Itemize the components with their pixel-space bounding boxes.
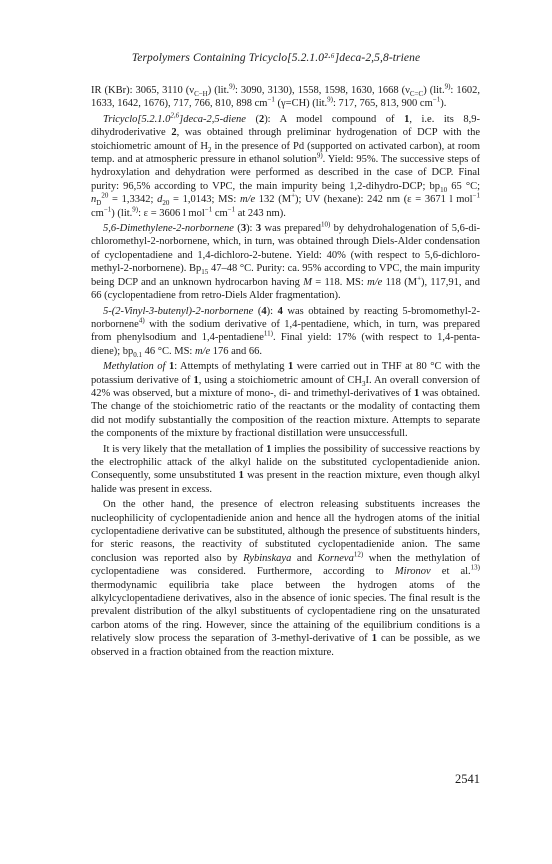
text-run: , i.e. its 8,9-dihydroderivative [91, 113, 480, 139]
subscript: 15 [201, 268, 209, 277]
text-run: 47–48 °C. Purity: ca. 95% according to VPC, the main impurity being DCP and an unknown hydrocarbon having [91, 263, 480, 288]
text-run: Korneva [317, 552, 354, 564]
superscript: −1 [103, 205, 112, 214]
text-run: On the other hand, the presence of electron releasing substituents increases the nucleophilicity of cyclopentadienide anion and hence all the hydrogen atoms of the initial cyclopentadiene derivative can be substituted, although the presence of substituents hinders, for steric reasons, the reactivity of substituted cyclopentadienide anion. The same conclusion was reported also by [91, 499, 480, 564]
text-run: 3 [255, 223, 262, 235]
text-run: Rybinskaya [243, 552, 292, 564]
text-run: 2 [258, 113, 265, 125]
superscript: 10) [320, 220, 331, 229]
text-run: 1 [266, 443, 272, 455]
text-run: with the sodium derivative of 1,4-pentadiene, which, in turn, was prepared from phenylsodium and 1,4-pentadiene [91, 318, 480, 344]
text-run: cm [212, 207, 228, 219]
text-run: 5,6-Dimethylene-2-norbornene [103, 223, 234, 235]
page-number: 2541 [455, 772, 480, 786]
text-run: ( [245, 113, 259, 125]
subscript: 0.1 [133, 350, 143, 359]
subscript: D [96, 199, 102, 208]
superscript: −1 [267, 95, 275, 104]
subscript: 10 [440, 185, 448, 194]
text-run: 3 [240, 223, 247, 235]
text-run: was prepared [261, 223, 321, 235]
text-run: = 1,0143; MS: [169, 194, 240, 206]
text-run: IR (KBr): 3065, 3110 (ν [91, 85, 195, 96]
text-run: 1 [193, 374, 199, 386]
paragraph-tricyclodecadiene [91, 113, 480, 220]
text-run: 5-(2-Vinyl-3-butenyl)-2-norbornene [103, 305, 254, 317]
text-run: 1 [371, 633, 377, 645]
text-run: (γ=CH) (lit. [274, 98, 328, 110]
superscript: 9) [444, 82, 451, 91]
superscript: 9) [316, 151, 323, 160]
superscript: 11) [263, 329, 273, 338]
subscript: 20 [162, 199, 170, 208]
text-run: ): [266, 305, 278, 317]
superscript: −1 [204, 205, 213, 214]
text-run: 4 [261, 305, 267, 317]
subscript: C−H [194, 90, 208, 99]
article-body [91, 84, 480, 661]
superscript: −1 [472, 191, 480, 200]
text-run: was obtained by reacting 5-bromomethyl-2-norbornene [91, 305, 480, 330]
superscript: 2,6 [170, 111, 180, 120]
text-run: 1 [238, 470, 244, 482]
text-run: ]deca-2,5-diene [179, 113, 246, 125]
text-run: 4 [277, 305, 283, 317]
text-run: were carried out in THF at 80 °C with the potassium derivative of [91, 361, 480, 386]
text-run: implies the possibility of successive reactions by the electrophilic attack of the alkyl halide on the substituted cyclopentadienide anion. Consequently, some unsubstituted [91, 443, 481, 482]
superscript: 20 [101, 191, 109, 200]
text-run: ); UV (hexane): 242 nm (ε = 3671 l mol [295, 194, 473, 206]
superscript: 9) [229, 82, 235, 91]
superscript: −1 [432, 95, 441, 104]
paragraph-ir-spectrum [91, 84, 480, 111]
text-run: , was obtained through preliminar hydrogenation of DCP with the stoichiometric amount of H [91, 127, 480, 152]
superscript: 12) [353, 550, 364, 559]
text-run: : 3090, 3130), 1558, 1598, 1630, 1668 (ν [234, 85, 410, 96]
text-run: ( [253, 305, 262, 317]
paragraph-vinylbutenyl-norbornene [91, 305, 480, 359]
text-run: M [303, 276, 312, 288]
subscript: C=C [409, 90, 424, 99]
text-run: I. An overall conversion of 42% was observed, but a mixture of mono-, di- and trimethyl-derivatives of [91, 374, 480, 399]
superscript: 13) [470, 563, 481, 572]
text-run: thermodynamic equilibria take place between the hydrogen atoms of the alkylcyclopentadiene derivatives, also in the absence of ionic species. The final result is the prevalent distribution of the alkyl substituents of cyclopentadiene ring on the unsaturated carbon atoms of the ring. However, since the attaining of the equilibrium conditions is a relatively slow process the separation of 3-methyl-derivative of [91, 579, 480, 645]
text-run: cm [91, 207, 104, 219]
text-run: , using a stoichiometric amount of CH [198, 374, 362, 386]
text-run: : ε = 3606 l mol [138, 207, 205, 219]
text-run: by dehydrohalogenation of 5,6-di-chloromethyl-2-norbornene, which, in turn, was obtained through Diels-Alder condensation of cyclopentadiene and 1,4-dichloro-2-butene. Yield: 40% (with respect to 5,6-dichloro-methyl-2-norbornene). Bp [91, 223, 481, 275]
superscript: + [291, 191, 296, 200]
text-run: ) (lit. [207, 85, 230, 96]
text-run: 1 [168, 361, 175, 373]
superscript: −1 [227, 205, 236, 214]
text-run: 118 (M [382, 276, 418, 288]
subscript: 3 [361, 379, 366, 388]
text-run: It is very likely that the metallation of [103, 443, 267, 455]
text-run: m/e [367, 276, 383, 288]
running-head: Terpolymers Containing Tricyclo[5.2.1.0²·⁶]deca-2,5,8-triene [131, 52, 421, 64]
text-run: 65 °C; [447, 180, 480, 192]
text-run: Tricyclo[5.2.1.0 [103, 113, 171, 125]
text-run: in the presence of Pd (supported on activated carbon), at room temp. and at atmospheric pressure in ethanol solution [91, 140, 480, 166]
text-run: 1 [404, 113, 410, 125]
text-run: ): A model compound of [264, 113, 405, 125]
paragraph-methylation [91, 360, 480, 440]
text-run: 46 °C. MS: [142, 345, 195, 357]
text-run: ): [246, 223, 256, 235]
text-run: ) (lit. [423, 85, 445, 96]
superscript: 9) [327, 95, 334, 104]
text-run: ( [233, 223, 241, 235]
paragraph-substituent-effects [91, 498, 480, 659]
text-run: : 1602, 1633, 1642, 1676), 717, 766, 810, 898 cm [91, 85, 480, 110]
text-run: . Yield: 95%. The successive steps of hydroxylation and dehydration were performed as described in the case of DCP. Final purity: 96,5% according to VPC, the main impurity being 1,2-dihydro-DCP; bp [91, 154, 480, 192]
text-run: 2 [171, 127, 177, 139]
text-run: and [291, 552, 318, 564]
text-run: ). [440, 98, 447, 110]
text-run: can be possible, as we observed in a fraction obtained from the reaction mixture. [91, 633, 481, 658]
text-run: at 243 nm). [235, 207, 286, 219]
superscript: 9) [132, 205, 139, 214]
text-run: was obtained. The change of the stoichiometric ratio of the reactants or the modality of contacting them did not modify substantially the composition of the reaction mixture. Attempts to separate the components of the mixture by fractional distillation were unsuccessfull. [91, 387, 480, 440]
text-run: = 1,3342; [108, 194, 158, 206]
text-run: = 118. MS: [311, 276, 368, 288]
text-run: n [91, 194, 97, 206]
superscript: 4) [138, 316, 145, 325]
subscript: 2 [207, 145, 212, 154]
paragraph-metallation [91, 443, 480, 497]
text-run: m/e [239, 194, 256, 206]
text-run: Methylation of [103, 361, 169, 373]
text-run: Mironov [394, 566, 431, 578]
text-run: m/e [194, 345, 211, 357]
superscript: + [417, 274, 422, 283]
text-run: et al. [430, 566, 471, 578]
text-run: : Attempts of methylating [174, 361, 289, 373]
text-run: 176 and 66. [210, 345, 263, 357]
paragraph-dimethylene-norbornene [91, 222, 480, 302]
text-run: d [157, 194, 163, 206]
text-run: 132 (M [255, 194, 292, 206]
text-run: . Final yield: 17% (with respect to 1,4-penta-diene); bp [91, 332, 480, 357]
text-run: was present in the reaction mixture, even though alkyl halide was present in excess. [91, 470, 480, 495]
text-run: ), 117,91, and 66 (cyclopentadiene from retro-Diels Alder fragmentation). [91, 276, 480, 302]
text-run: when the methylation of cyclopentadiene was considered. Furthermore, according to [91, 552, 480, 578]
text-run: ) (lit. [111, 207, 133, 219]
text-run: 1 [414, 387, 420, 399]
text-run: 1 [288, 361, 294, 373]
text-run: : 717, 765, 813, 900 cm [333, 98, 433, 110]
